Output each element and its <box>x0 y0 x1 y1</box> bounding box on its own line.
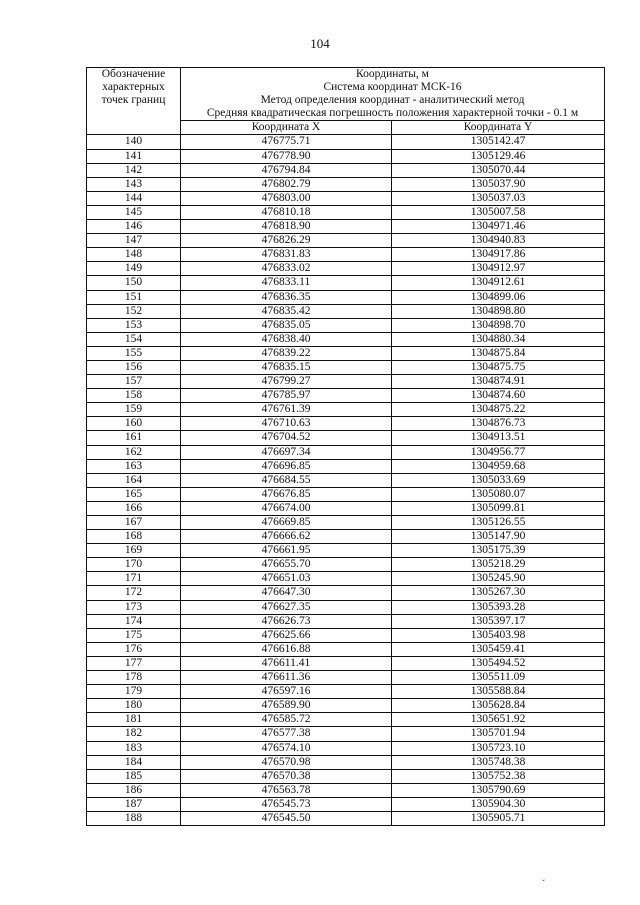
coordinate-y-cell: 1305147.90 <box>392 530 605 544</box>
table-row <box>87 234 605 248</box>
coordinate-x-cell: 476835.05 <box>181 318 392 332</box>
point-number-cell: 158 <box>87 389 181 403</box>
table-row <box>87 318 605 332</box>
coordinate-x-cell: 476704.52 <box>181 431 392 445</box>
point-number-cell: 155 <box>87 346 181 360</box>
header-point-designation-line: характерных <box>102 81 165 94</box>
point-number-cell: 184 <box>87 755 181 769</box>
coordinate-x-cell: 476710.63 <box>181 417 392 431</box>
table-row <box>87 699 605 713</box>
coordinate-x-cell: 476836.35 <box>181 290 392 304</box>
coordinate-x-cell: 476626.73 <box>181 614 392 628</box>
table-row <box>87 727 605 741</box>
point-number-cell: 187 <box>87 797 181 811</box>
coordinate-y-cell: 1305037.90 <box>392 177 605 191</box>
coordinate-y-cell: 1304913.51 <box>392 431 605 445</box>
coordinate-y-cell: 1304956.77 <box>392 445 605 459</box>
coordinate-y-cell: 1305218.29 <box>392 558 605 572</box>
point-number-cell: 164 <box>87 473 181 487</box>
coordinate-x-cell: 476810.18 <box>181 205 392 219</box>
table-row <box>87 417 605 431</box>
coordinate-x-cell: 476818.90 <box>181 220 392 234</box>
point-number-cell: 146 <box>87 220 181 234</box>
coordinate-y-cell: 1305628.84 <box>392 699 605 713</box>
coordinate-y-cell: 1304875.84 <box>392 346 605 360</box>
coordinate-x-cell: 476563.78 <box>181 783 392 797</box>
table-row <box>87 276 605 290</box>
coordinate-x-cell: 476676.85 <box>181 487 392 501</box>
table-row <box>87 360 605 374</box>
table-row <box>87 558 605 572</box>
coordinate-y-cell: 1305033.69 <box>392 473 605 487</box>
coordinate-x-cell: 476647.30 <box>181 586 392 600</box>
point-number-cell: 150 <box>87 276 181 290</box>
table-row <box>87 741 605 755</box>
coordinate-x-cell: 476833.02 <box>181 262 392 276</box>
point-number-cell: 143 <box>87 177 181 191</box>
coordinate-x-cell: 476545.73 <box>181 797 392 811</box>
coordinate-y-cell: 1305397.17 <box>392 614 605 628</box>
coordinate-y-cell: 1305129.46 <box>392 149 605 163</box>
table-row <box>87 614 605 628</box>
table-row <box>87 149 605 163</box>
table-row <box>87 797 605 811</box>
table-row <box>87 501 605 515</box>
scan-mark: ˇ <box>542 878 545 888</box>
coordinate-y-cell: 1305403.98 <box>392 628 605 642</box>
point-number-cell: 165 <box>87 487 181 501</box>
table-row <box>87 685 605 699</box>
point-number-cell: 151 <box>87 290 181 304</box>
coordinate-y-cell: 1304898.80 <box>392 304 605 318</box>
point-number-cell: 169 <box>87 544 181 558</box>
table-row <box>87 403 605 417</box>
coordinate-y-cell: 1304875.75 <box>392 360 605 374</box>
table-row <box>87 248 605 262</box>
coordinate-x-cell: 476651.03 <box>181 572 392 586</box>
coordinate-y-cell: 1304874.91 <box>392 375 605 389</box>
table-row <box>87 586 605 600</box>
point-number-cell: 174 <box>87 614 181 628</box>
coordinate-x-cell: 476778.90 <box>181 149 392 163</box>
point-number-cell: 144 <box>87 191 181 205</box>
table-row <box>87 783 605 797</box>
table-row <box>87 332 605 346</box>
header-coordinate-x: Координата X <box>181 121 392 135</box>
coordinate-y-cell: 1305511.09 <box>392 671 605 685</box>
point-number-cell: 186 <box>87 783 181 797</box>
coordinate-y-cell: 1305037.03 <box>392 191 605 205</box>
table-header-row <box>87 68 605 121</box>
coordinate-x-cell: 476585.72 <box>181 713 392 727</box>
coordinate-x-cell: 476616.88 <box>181 642 392 656</box>
point-number-cell: 167 <box>87 516 181 530</box>
point-number-cell: 179 <box>87 685 181 699</box>
point-number-cell: 173 <box>87 600 181 614</box>
coordinate-y-cell: 1305007.58 <box>392 205 605 219</box>
coordinate-y-cell: 1304912.61 <box>392 276 605 290</box>
coordinate-x-cell: 476655.70 <box>181 558 392 572</box>
point-number-cell: 142 <box>87 163 181 177</box>
header-coordinate-y: Координата Y <box>392 121 605 135</box>
table-row <box>87 375 605 389</box>
coordinate-y-cell: 1305175.39 <box>392 544 605 558</box>
point-number-cell: 145 <box>87 205 181 219</box>
coordinate-x-cell: 476696.85 <box>181 459 392 473</box>
table-row <box>87 755 605 769</box>
coordinate-x-cell: 476835.42 <box>181 304 392 318</box>
table-row <box>87 304 605 318</box>
point-number-cell: 153 <box>87 318 181 332</box>
coordinate-y-cell: 1304876.73 <box>392 417 605 431</box>
coordinate-y-cell: 1304875.22 <box>392 403 605 417</box>
coordinate-x-cell: 476835.15 <box>181 360 392 374</box>
coordinate-y-cell: 1304899.06 <box>392 290 605 304</box>
point-number-cell: 147 <box>87 234 181 248</box>
coordinate-x-cell: 476838.40 <box>181 332 392 346</box>
coordinate-y-cell: 1305748.38 <box>392 755 605 769</box>
coordinate-y-cell: 1305790.69 <box>392 783 605 797</box>
table-row <box>87 642 605 656</box>
header-coordinates-info <box>181 68 605 121</box>
table-row <box>87 163 605 177</box>
coordinates-table <box>86 67 605 826</box>
coordinate-y-cell: 1305267.30 <box>392 586 605 600</box>
coordinate-y-cell: 1305494.52 <box>392 656 605 670</box>
point-number-cell: 178 <box>87 671 181 685</box>
table-row <box>87 431 605 445</box>
point-number-cell: 188 <box>87 811 181 825</box>
table-row <box>87 600 605 614</box>
table-row <box>87 191 605 205</box>
table-row <box>87 135 605 149</box>
point-number-cell: 172 <box>87 586 181 600</box>
coordinate-x-cell: 476803.00 <box>181 191 392 205</box>
coordinate-x-cell: 476799.27 <box>181 375 392 389</box>
coordinate-x-cell: 476674.00 <box>181 501 392 515</box>
table-row <box>87 671 605 685</box>
coordinate-y-cell: 1304940.83 <box>392 234 605 248</box>
table-row <box>87 713 605 727</box>
coordinate-y-cell: 1305904.30 <box>392 797 605 811</box>
table-row <box>87 177 605 191</box>
point-number-cell: 175 <box>87 628 181 642</box>
coordinate-y-cell: 1304898.70 <box>392 318 605 332</box>
coordinate-y-cell: 1305080.07 <box>392 487 605 501</box>
coordinate-x-cell: 476589.90 <box>181 699 392 713</box>
point-number-cell: 182 <box>87 727 181 741</box>
table-row <box>87 572 605 586</box>
point-number-cell: 177 <box>87 656 181 670</box>
coordinate-y-cell: 1304874.60 <box>392 389 605 403</box>
coordinate-y-cell: 1305651.92 <box>392 713 605 727</box>
coordinate-y-cell: 1305752.38 <box>392 769 605 783</box>
table-row <box>87 628 605 642</box>
coordinate-x-cell: 476570.38 <box>181 769 392 783</box>
header-coordinate-system: Система координат МСК-16 <box>323 81 462 94</box>
coordinate-x-cell: 476831.83 <box>181 248 392 262</box>
table-row <box>87 769 605 783</box>
table-row <box>87 459 605 473</box>
header-point-designation-line: Обозначение <box>101 68 166 80</box>
coordinate-y-cell: 1304912.97 <box>392 262 605 276</box>
page-number: 104 <box>310 36 330 51</box>
coordinate-y-cell: 1305142.47 <box>392 135 605 149</box>
point-number-cell: 183 <box>87 741 181 755</box>
coordinate-x-cell: 476775.71 <box>181 135 392 149</box>
coordinate-y-cell: 1305905.71 <box>392 811 605 825</box>
point-number-cell: 160 <box>87 417 181 431</box>
coordinate-x-cell: 476577.38 <box>181 727 392 741</box>
coordinate-x-cell: 476761.39 <box>181 403 392 417</box>
point-number-cell: 161 <box>87 431 181 445</box>
point-number-cell: 149 <box>87 262 181 276</box>
point-number-cell: 163 <box>87 459 181 473</box>
coordinate-x-cell: 476666.62 <box>181 530 392 544</box>
point-number-cell: 159 <box>87 403 181 417</box>
point-number-cell: 140 <box>87 135 181 149</box>
coordinate-y-cell: 1305099.81 <box>392 501 605 515</box>
header-point-designation-line: точек границ <box>101 94 166 107</box>
point-number-cell: 154 <box>87 332 181 346</box>
point-number-cell: 176 <box>87 642 181 656</box>
coordinate-y-cell: 1305393.28 <box>392 600 605 614</box>
coordinate-x-cell: 476625.66 <box>181 628 392 642</box>
coordinate-x-cell: 476669.85 <box>181 516 392 530</box>
header-coordinates-title: Координаты, м <box>356 68 429 80</box>
table-row <box>87 811 605 825</box>
coordinate-x-cell: 476697.34 <box>181 445 392 459</box>
point-number-cell: 185 <box>87 769 181 783</box>
table-row <box>87 530 605 544</box>
coordinate-x-cell: 476545.50 <box>181 811 392 825</box>
table-row <box>87 656 605 670</box>
point-number-cell: 180 <box>87 699 181 713</box>
table-row <box>87 389 605 403</box>
coordinate-x-cell: 476611.41 <box>181 656 392 670</box>
table-row <box>87 205 605 219</box>
coordinate-x-cell: 476833.11 <box>181 276 392 290</box>
point-number-cell: 168 <box>87 530 181 544</box>
coordinate-y-cell: 1304880.34 <box>392 332 605 346</box>
point-number-cell: 181 <box>87 713 181 727</box>
coordinate-x-cell: 476684.55 <box>181 473 392 487</box>
coordinate-x-cell: 476611.36 <box>181 671 392 685</box>
header-accuracy: Средняя квадратическая погрешность положения характерной точки - 0.1 м <box>206 107 579 120</box>
point-number-cell: 152 <box>87 304 181 318</box>
coordinate-x-cell: 476627.35 <box>181 600 392 614</box>
coordinate-x-cell: 476785.97 <box>181 389 392 403</box>
table-row <box>87 262 605 276</box>
table-row <box>87 473 605 487</box>
coordinate-x-cell: 476826.29 <box>181 234 392 248</box>
point-number-cell: 157 <box>87 375 181 389</box>
table-row <box>87 290 605 304</box>
coordinate-x-cell: 476839.22 <box>181 346 392 360</box>
coordinate-y-cell: 1304959.68 <box>392 459 605 473</box>
coordinate-x-cell: 476597.16 <box>181 685 392 699</box>
coordinate-y-cell: 1305459.41 <box>392 642 605 656</box>
coordinate-y-cell: 1305588.84 <box>392 685 605 699</box>
table-row <box>87 445 605 459</box>
point-number-cell: 166 <box>87 501 181 515</box>
coordinate-y-cell: 1304917.86 <box>392 248 605 262</box>
table-row <box>87 220 605 234</box>
coordinate-x-cell: 476574.10 <box>181 741 392 755</box>
point-number-cell: 141 <box>87 149 181 163</box>
coordinate-y-cell: 1305070.44 <box>392 163 605 177</box>
table-row <box>87 544 605 558</box>
coordinate-y-cell: 1305245.90 <box>392 572 605 586</box>
coordinate-y-cell: 1304971.46 <box>392 220 605 234</box>
coordinate-y-cell: 1305701.94 <box>392 727 605 741</box>
table-row <box>87 346 605 360</box>
coordinate-x-cell: 476802.79 <box>181 177 392 191</box>
point-number-cell: 171 <box>87 572 181 586</box>
point-number-cell: 156 <box>87 360 181 374</box>
table-row <box>87 516 605 530</box>
table-row <box>87 487 605 501</box>
coordinate-x-cell: 476794.84 <box>181 163 392 177</box>
coordinate-x-cell: 476570.98 <box>181 755 392 769</box>
header-method: Метод определения координат - аналитический метод <box>260 94 525 107</box>
coordinate-y-cell: 1305126.55 <box>392 516 605 530</box>
coordinate-x-cell: 476661.95 <box>181 544 392 558</box>
point-number-cell: 148 <box>87 248 181 262</box>
point-number-cell: 170 <box>87 558 181 572</box>
point-number-cell: 162 <box>87 445 181 459</box>
coordinate-y-cell: 1305723.10 <box>392 741 605 755</box>
header-point-designation <box>87 68 181 135</box>
